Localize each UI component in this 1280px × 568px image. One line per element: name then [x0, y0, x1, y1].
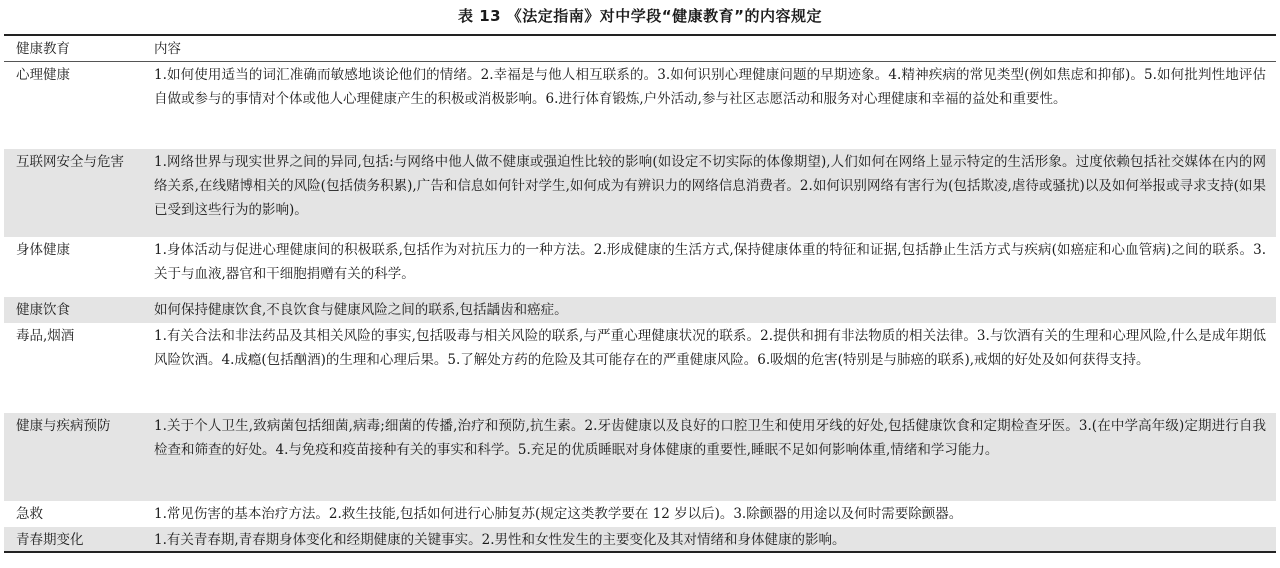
- table-header-row: [4, 36, 1276, 62]
- row-content: 1.网络世界与现实世界之间的异同,包括:与网络中他人做不健康或强迫性比较的影响(如设定不切实际的体像期望),人们如何在网络上显示特定的生活形象。过度依赖包括社交媒体在内的网络关系,在线赌博相关的风险(包括债务积累),广告和信息如何针对学生,如何成为有辨识力的网络信息消费者。2.如何识别网络有害行为(包括欺凌,虐待或骚扰)以及如何举报或寻求支持(如果已受到这些行为的影响)。: [154, 154, 1266, 218]
- table-row: [4, 237, 1276, 297]
- header-content: 内容: [154, 41, 181, 57]
- row-topic: 毒品,烟酒: [16, 328, 75, 344]
- row-topic: 身体健康: [16, 242, 70, 258]
- table-row: [4, 297, 1276, 323]
- row-topic: 急救: [16, 506, 43, 522]
- row-topic: 健康饮食: [16, 302, 70, 318]
- table-row: [4, 323, 1276, 413]
- row-content: 1.如何使用适当的词汇准确而敏感地谈论他们的情绪。2.幸福是与他人相互联系的。3.如何识别心理健康问题的早期迹象。4.精神疾病的常见类型(例如焦虑和抑郁)。5.如何批判性地评估自做或参与的事情对个体或他人心理健康产生的积极或消极影响。6.进行体育锻炼,户外活动,参与社区志愿活动和服务对心理健康和幸福的益处和重要性。: [154, 67, 1266, 107]
- table-row: [4, 62, 1276, 149]
- row-content: 1.关于个人卫生,致病菌包括细菌,病毒;细菌的传播,治疗和预防,抗生素。2.牙齿健康以及良好的口腔卫生和使用牙线的好处,包括健康饮食和定期检查牙医。3.(在中学高年级)定期进行自我检查和筛查的好处。4.与免疫和疫苗接种有关的事实和科学。5.充足的优质睡眠对身体健康的重要性,睡眠不足如何影响体重,情绪和学习能力。: [154, 418, 1266, 458]
- row-topic: 互联网安全与危害: [16, 154, 124, 170]
- row-content: 1.常见伤害的基本治疗方法。2.救生技能,包括如何进行心肺复苏(规定这类教学要在 12 岁以后)。3.除颤器的用途以及何时需要除颤器。: [154, 506, 963, 522]
- row-topic: 健康与疾病预防: [16, 418, 111, 434]
- header-topic: 健康教育: [16, 41, 70, 57]
- table-row: [4, 149, 1276, 237]
- row-topic: 青春期变化: [16, 532, 84, 548]
- row-content: 如何保持健康饮食,不良饮食与健康风险之间的联系,包括龋齿和癌症。: [154, 302, 568, 318]
- table-caption: 表 13 《法定指南》对中学段“健康教育”的内容规定: [457, 7, 823, 25]
- table-row: [4, 527, 1276, 551]
- row-content: 1.有关青春期,青春期身体变化和经期健康的关键事实。2.男性和女性发生的主要变化及其对情绪和身体健康的影响。: [154, 532, 846, 548]
- row-content: 1.身体活动与促进心理健康间的积极联系,包括作为对抗压力的一种方法。2.形成健康的生活方式,保持健康体重的特征和证据,包括静止生活方式与疾病(如癌症和心血管病)之间的联系。3.关于与血液,器官和干细胞捐赠有关的科学。: [154, 242, 1266, 282]
- row-topic: 心理健康: [16, 67, 70, 83]
- table-row: [4, 413, 1276, 501]
- row-content: 1.有关合法和非法药品及其相关风险的事实,包括吸毒与相关风险的联系,与严重心理健康状况的联系。2.提供和拥有非法物质的相关法律。3.与饮酒有关的生理和心理风险,什么是成年期低风险饮酒。4.成瘾(包括酗酒)的生理和心理后果。5.了解处方药的危险及其可能存在的严重健康风险。6.吸烟的危害(特别是与肺癌的联系),戒烟的好处及如何获得支持。: [154, 328, 1266, 368]
- health-education-table: [4, 34, 1276, 553]
- table-row: [4, 501, 1276, 527]
